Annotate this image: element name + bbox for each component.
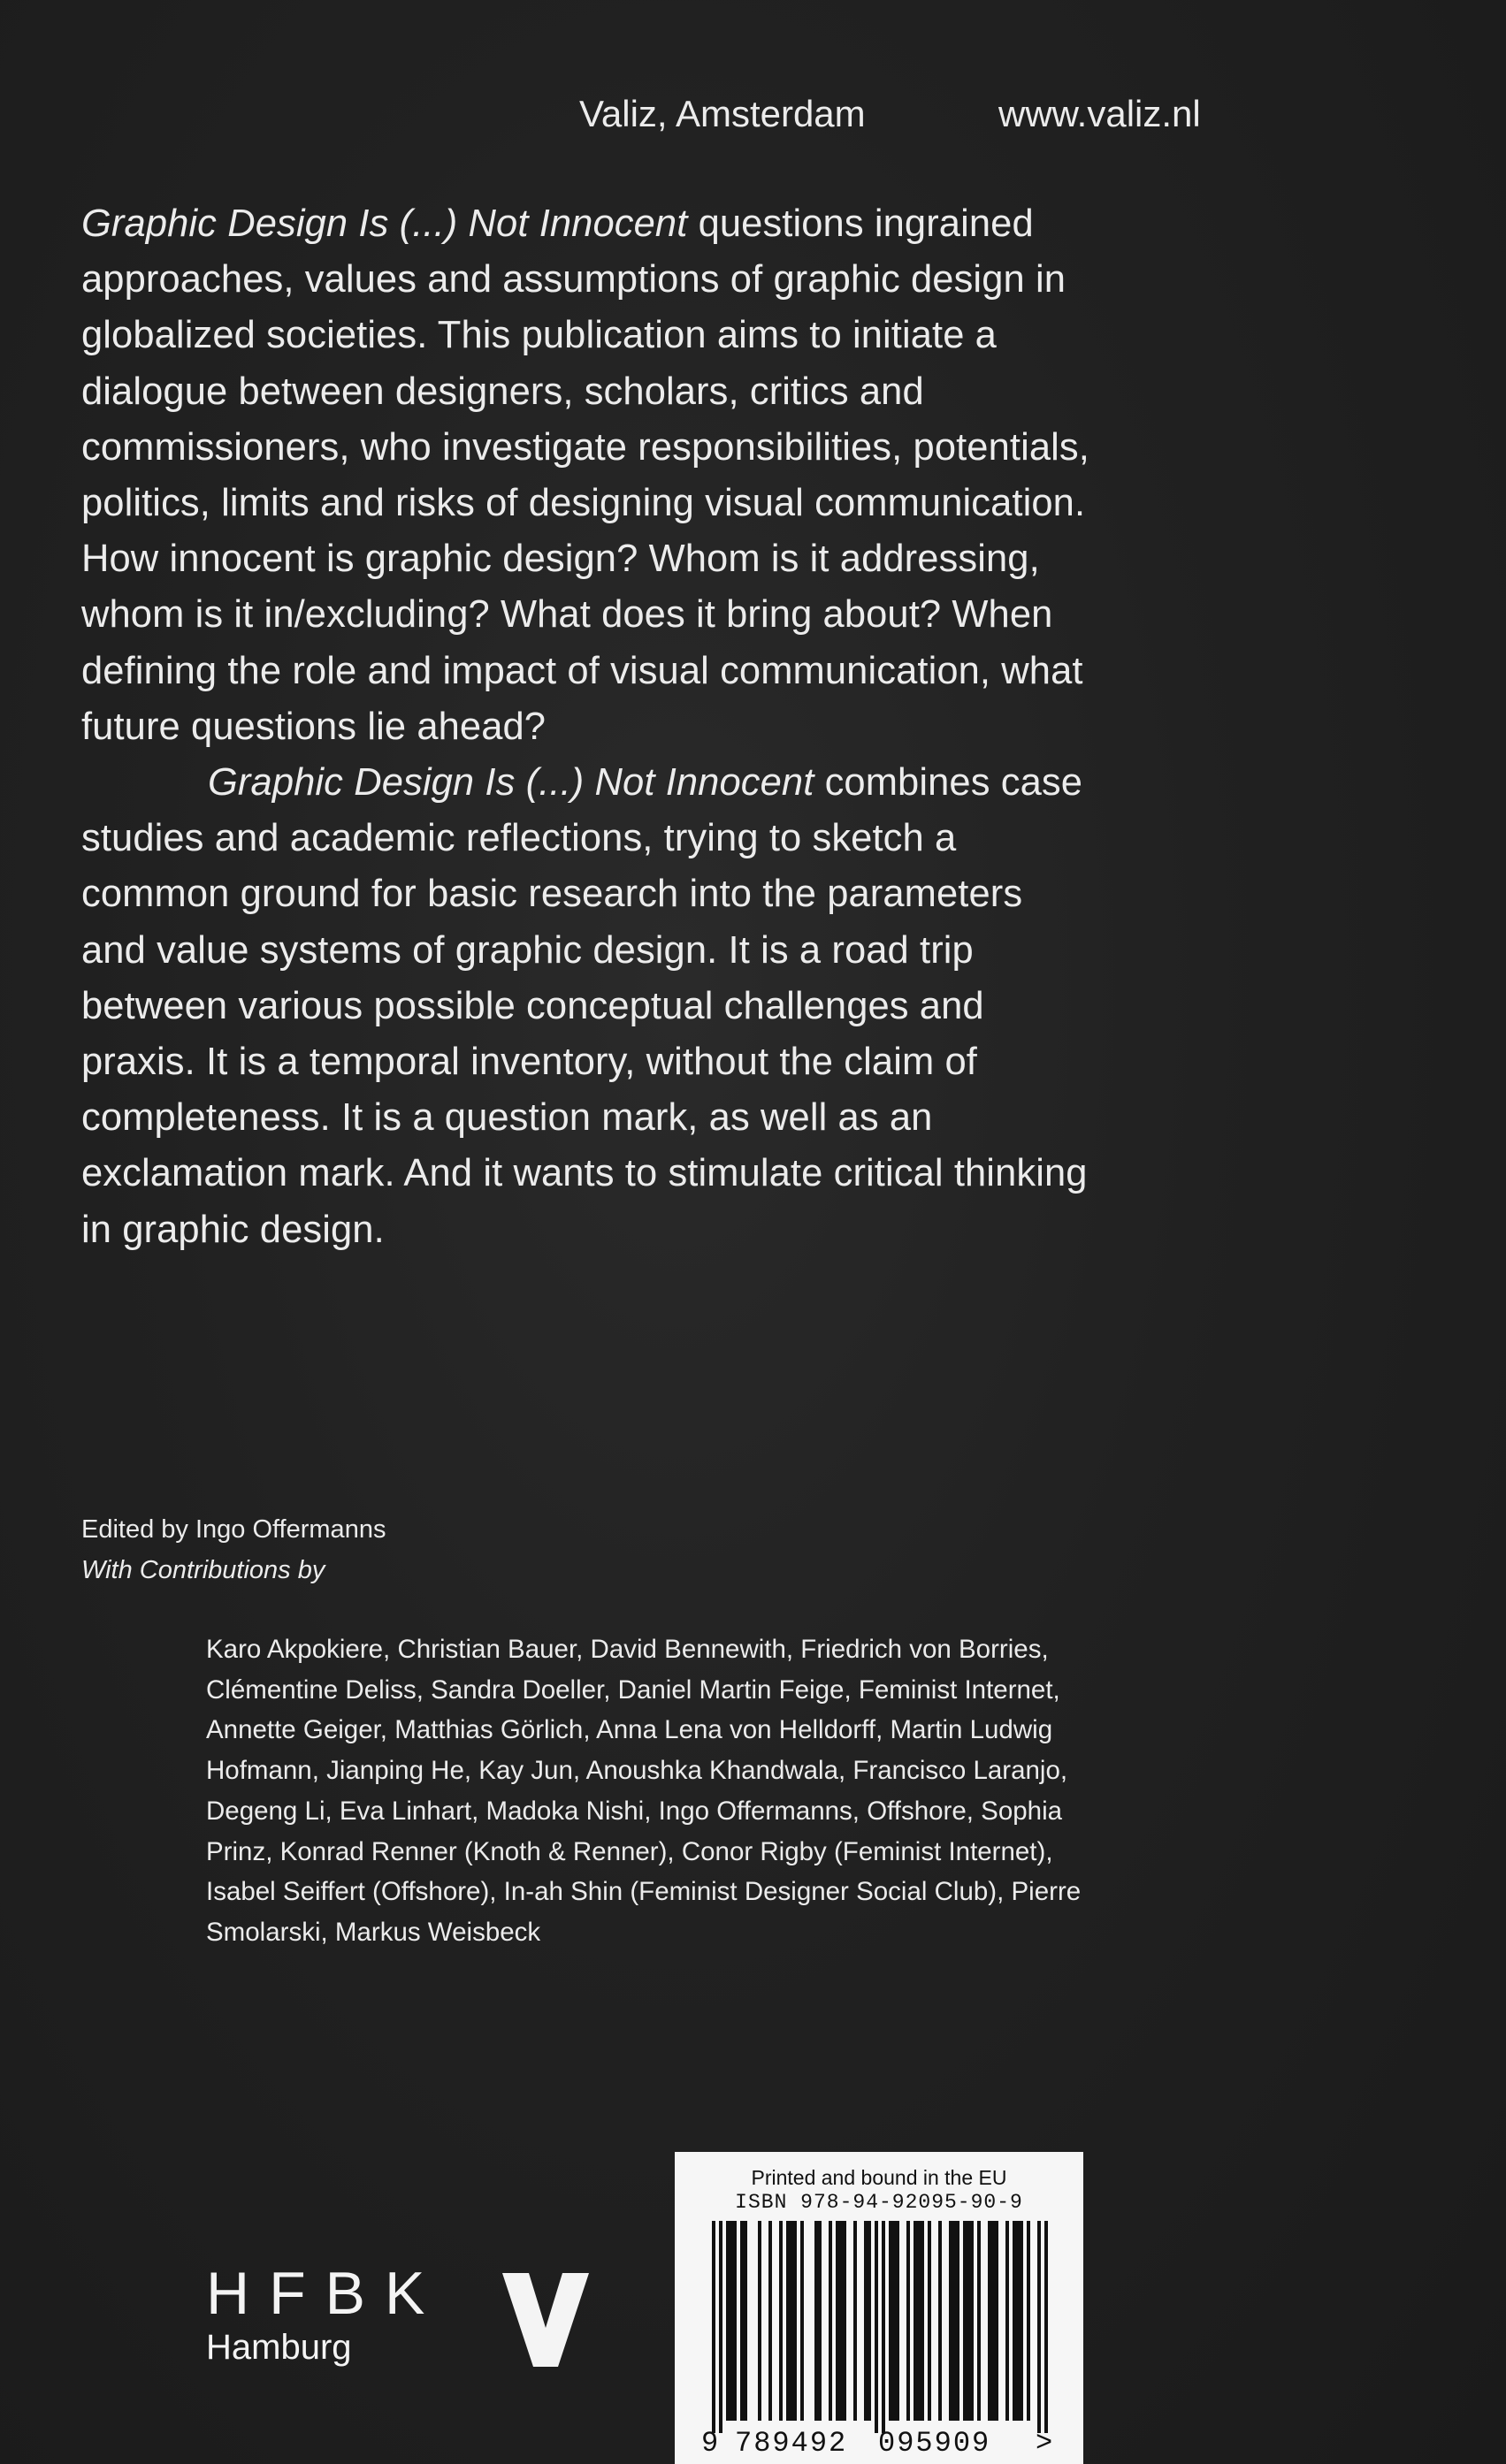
barcode-bar <box>786 2221 790 2421</box>
barcode-bar <box>991 2221 995 2421</box>
barcode-bar <box>875 2221 878 2433</box>
blurb-paragraph-1 <box>81 196 1094 755</box>
valiz-v-shape <box>502 2273 589 2367</box>
barcode-bar <box>814 2221 818 2421</box>
barcode-bar <box>892 2221 896 2421</box>
barcode-digits-left: 789492 <box>735 2427 848 2460</box>
barcode-bar <box>730 2221 733 2421</box>
publisher-website: www.valiz.nl <box>998 93 1201 134</box>
ean-barcode <box>705 2221 1055 2433</box>
barcode-bar <box>744 2221 747 2421</box>
editor-credit: Edited by Ingo Offermanns <box>81 1515 386 1544</box>
barcode-bar <box>1016 2221 1020 2421</box>
barcode-bar <box>977 2221 981 2421</box>
barcode-bar <box>1037 2221 1041 2433</box>
hfbk-mark: HFBK <box>206 2260 445 2327</box>
barcode-bar <box>889 2221 892 2421</box>
barcode-bar <box>1027 2221 1030 2421</box>
hfbk-logo <box>206 2262 444 2369</box>
barcode-digit-first: 9 <box>701 2427 719 2460</box>
barcode-bar <box>768 2221 772 2421</box>
barcode-bar <box>790 2221 793 2421</box>
barcode-bar <box>906 2221 910 2421</box>
barcode-bar <box>719 2221 722 2433</box>
barcode-bar <box>956 2221 959 2421</box>
barcode-bar <box>995 2221 998 2421</box>
barcode-bar <box>928 2221 931 2421</box>
barcode-bar <box>758 2221 761 2421</box>
barcode-bar <box>864 2221 868 2421</box>
publisher-line <box>579 93 1216 135</box>
barcode-bar <box>740 2221 744 2421</box>
credits <box>81 1509 386 1591</box>
printed-note: Printed and bound in the EU <box>751 2166 1007 2189</box>
blurb <box>81 196 1094 1258</box>
barcode-bar <box>1020 2221 1023 2421</box>
barcode-label <box>675 2152 1083 2464</box>
contributions-label: With Contributions by <box>81 1556 325 1584</box>
barcode-bar <box>1005 2221 1009 2421</box>
barcode-bar <box>921 2221 924 2421</box>
barcode-bar <box>1044 2221 1048 2433</box>
barcode-bar <box>853 2221 857 2421</box>
barcode-bar <box>952 2221 956 2421</box>
isbn-text: ISBN 978-94-92095-90-9 <box>735 2191 1023 2214</box>
barcode-bar <box>938 2221 942 2421</box>
contributors-list: Karo Akpokiere, Christian Bauer, David Bennewith, Friedrich von Borries, Clémentine Deliss, Sandra Doeller, Daniel Martin Feige, Feminist Internet, Annette Geiger, Matthias Görlich, Anna Lena von Helldorff, Martin Ludwig Hofmann, Jianping He, Kay Jun, Anoushka Khandwala, Francisco Laranjo, Degeng Li, Eva Linhart, Madoka Nishi, Ingo Offermanns, Offshore, Sophia Prinz, Konrad Renner (Knoth & Renner), Conor Rigby (Feminist Internet), Isabel Seiffert (Offshore), In-ah Shin (Feminist Designer Social Club), Pierre Smolarski, Markus Weisbeck <box>206 1635 1082 1947</box>
publisher-name: Valiz, Amsterdam <box>579 93 866 134</box>
barcode-bar <box>882 2221 885 2433</box>
book-title: Graphic Design Is (...) Not Innocent <box>81 202 688 245</box>
barcode-digits-right: 095909 <box>878 2427 991 2460</box>
barcode-bar <box>800 2221 804 2421</box>
valiz-logo <box>502 2273 589 2367</box>
barcode-quiet-mark: > <box>1036 2427 1053 2460</box>
barcode-bar <box>836 2221 839 2421</box>
barcode-bar <box>896 2221 899 2421</box>
barcode-bar <box>988 2221 991 2421</box>
barcode-bar <box>1013 2221 1016 2421</box>
blurb-paragraph-2 <box>81 755 1094 1258</box>
barcode-bar <box>779 2221 783 2421</box>
barcode-bar <box>868 2221 871 2421</box>
barcode-bar <box>829 2221 832 2421</box>
barcode-bar <box>970 2221 974 2421</box>
barcode-bar <box>818 2221 822 2421</box>
barcode-bar <box>917 2221 921 2421</box>
blurb-text-2: combines case studies and academic reflections, trying to sketch a common ground for basic research into the parameters and value systems of graphic design. It is a road trip between various possible conceptual challenges and praxis. It is a temporal inventory, without the claim of completeness. It is a question mark, as well as an exclamation mark. And it wants to stimulate critical thinking in graphic design. <box>81 761 1088 1251</box>
barcode-bar <box>712 2221 715 2433</box>
barcode-bar <box>843 2221 846 2421</box>
blurb-text-1: questions ingrained approaches, values and assumptions of graphic design in globalized societies. This publication aims to initiate a dialogue between designers, scholars, critics and commissioners, who investigate responsibilities, potentials, politics, limits and risks of designing visual communication. How innocent is graphic design? Whom is it addressing, whom is it in/excluding? What does it bring about? When defining the role and impact of visual communication, what future questions lie ahead? <box>81 202 1089 748</box>
book-title: Graphic Design Is (...) Not Innocent <box>208 761 814 805</box>
barcode-bar <box>914 2221 917 2421</box>
barcode-bar <box>793 2221 797 2421</box>
barcode-bar <box>726 2221 730 2421</box>
hfbk-city: Hamburg <box>206 2328 352 2367</box>
barcode-bar <box>733 2221 737 2421</box>
barcode-bar <box>967 2221 970 2421</box>
barcode-bar <box>839 2221 843 2421</box>
barcode-bar <box>949 2221 952 2421</box>
barcode-bar <box>963 2221 967 2421</box>
